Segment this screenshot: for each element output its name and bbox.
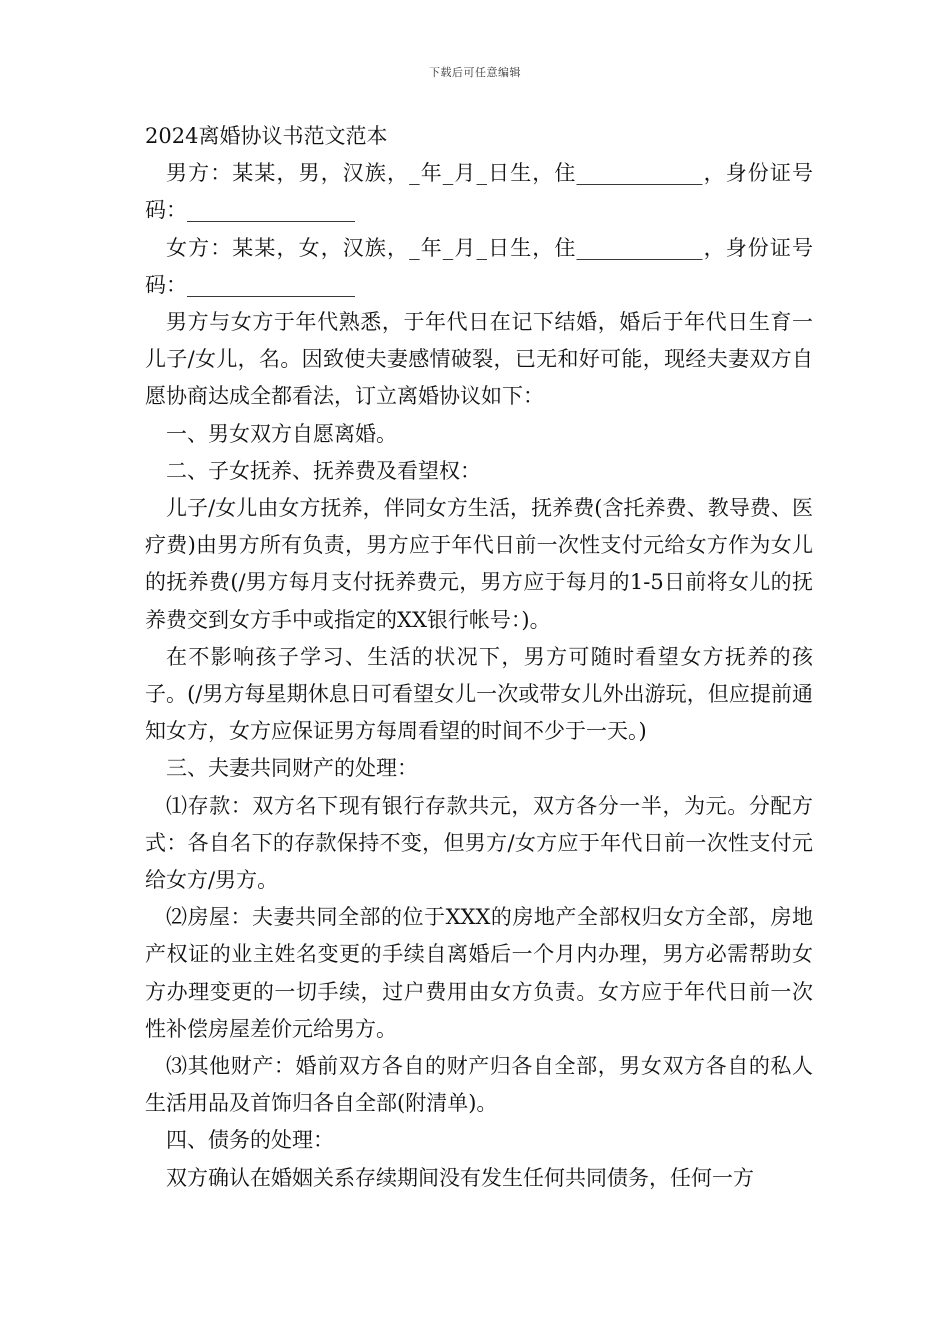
section-2-heading: 二、子女抚养、抚养费及看望权： bbox=[166, 458, 481, 483]
document-title: 2024离婚协议书范文范本 bbox=[145, 124, 388, 148]
section-4-heading: 四、债务的处理： bbox=[166, 1128, 334, 1153]
other-property-paragraph: ⑶其他财产：婚前双方各自的财产归各自全部，男女双方各自的私人生活用品及首饰归各自全部(附清单)。 bbox=[145, 1054, 813, 1116]
page-header: 下载后可任意编辑 bbox=[429, 66, 521, 79]
house-paragraph: ⑵房屋：夫妻共同全部的位于XXX的房地产全部权归女方全部，房地产权证的业主姓名变更的手续自离婚后一个月内办理，男方必需帮助女方办理变更的一切手续，过户费用由女方负责。女方应于年代日前一次性补偿房屋差价元给男方。 bbox=[145, 905, 813, 1041]
document-body bbox=[145, 118, 813, 1197]
party-male-paragraph: 男方：某某，男，汉族，_年_月_日生，住____________，身份证号码：________________ bbox=[145, 161, 813, 223]
section-3-heading: 三、夫妻共同财产的处理： bbox=[166, 756, 418, 781]
background-paragraph: 男方与女方于年代熟悉，于年代日在记下结婚，婚后于年代日生育一儿子/女儿，名。因致使夫妻感情破裂，已无和好可能，现经夫妻双方自愿协商达成全都看法，订立离婚协议如下： bbox=[145, 310, 813, 409]
section-1-heading: 一、男女双方自愿离婚。 bbox=[166, 421, 397, 446]
deposit-paragraph: ⑴存款：双方名下现有银行存款共元，双方各分一半，为元。分配方式：各自名下的存款保持不变，但男方/女方应于年代日前一次性支付元给女方/男方。 bbox=[145, 793, 813, 893]
debt-paragraph: 双方确认在婚姻关系存续期间没有发生任何共同债务，任何一方 bbox=[166, 1165, 754, 1190]
visitation-paragraph: 在不影响孩子学习、生活的状况下，男方可随时看望女方抚养的孩子。(/男方每星期休息日可看望女儿一次或带女儿外出游玩，但应提前通知女方，女方应保证男方每周看望的时间不少于一天。) bbox=[145, 644, 813, 744]
party-female-paragraph: 女方：某某，女，汉族，_年_月_日生，住____________，身份证号码：________________ bbox=[145, 235, 813, 297]
custody-paragraph: 儿子/女儿由女方抚养，伴同女方生活，抚养费(含托养费、教导费、医疗费)由男方所有负责，男方应于年代日前一次性支付元给女方作为女儿的抚养费(/男方每月支付抚养费元，男方应于每月的1-5日前将女儿的抚养费交到女方手中或指定的XX银行帐号：)。 bbox=[145, 496, 813, 632]
